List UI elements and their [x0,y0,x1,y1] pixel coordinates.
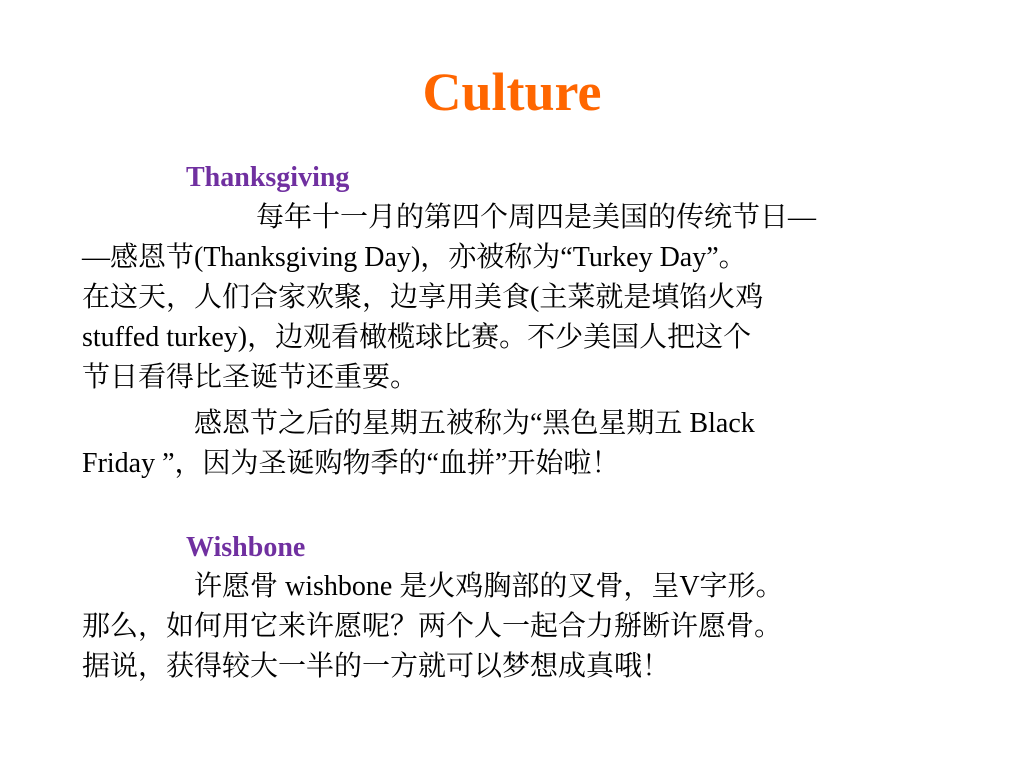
thanksgiving-paragraph-1-line-1: 每年十一月的第四个周四是美国的传统节日— [256,202,817,233]
thanksgiving-paragraph-1-line-2: —感恩节(Thanksgiving Day)，亦被称为“Turkey Day”。 [82,242,747,273]
thanksgiving-paragraph-2-line-2: Friday ”，因为圣诞购物季的“血拼”开始啦！ [82,448,620,479]
thanksgiving-paragraph-1-line-5: 节日看得比圣诞节还重要。 [82,362,419,393]
wishbone-heading: Wishbone [186,532,306,563]
thanksgiving-paragraph-2-line-1: 感恩节之后的星期五被称为“黑色星期五 Black [194,408,755,439]
wishbone-paragraph-line-2: 那么，如何用它来许愿呢？两个人一起合力掰断许愿骨。 [82,611,783,642]
thanksgiving-heading: Thanksgiving [186,162,350,193]
wishbone-paragraph-line-1: 许愿骨 wishbone 是火鸡胸部的叉骨，呈V字形。 [194,571,784,602]
thanksgiving-paragraph-1-line-3: 在这天，人们合家欢聚，边享用美食(主菜就是填馅火鸡 [82,282,764,313]
slide-title: Culture [422,62,602,122]
wishbone-paragraph-line-3: 据说，获得较大一半的一方就可以梦想成真哦！ [82,651,671,682]
thanksgiving-paragraph-2 [82,404,942,484]
thanksgiving-paragraph-1 [82,198,942,398]
thanksgiving-paragraph-1-line-4: stuffed turkey)，边观看橄榄球比赛。不少美国人把这个 [82,322,752,353]
wishbone-paragraph [82,567,942,687]
